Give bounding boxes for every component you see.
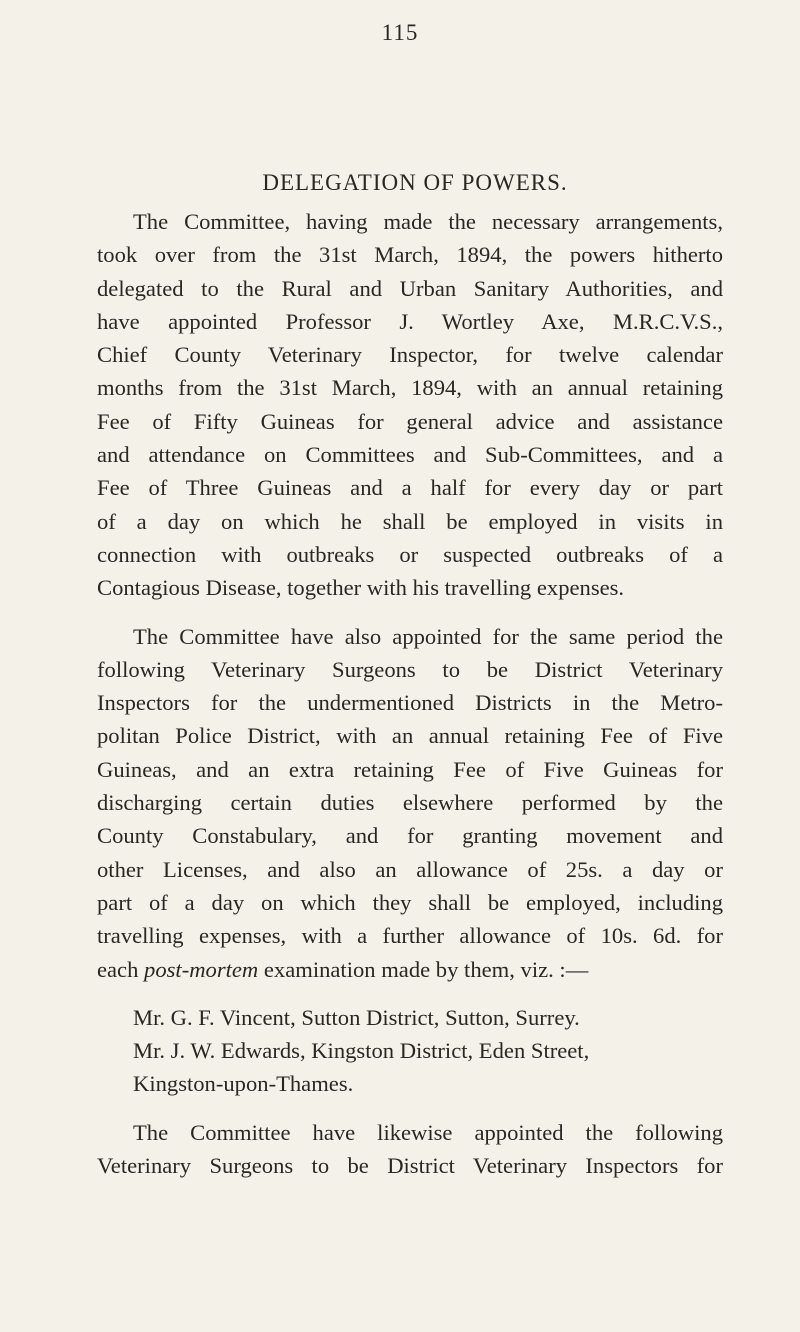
text-line: Mr. J. W. Edwards, Kingston District, Eden Street, [133,1038,590,1064]
text-line: delegated to the Rural and Urban Sanitary Authorities, and [97,275,723,301]
text-line: County Constabulary, and for granting movement and [97,823,723,849]
text-line: of a day on which he shall be employed in visits in [97,508,723,534]
text-line: took over from the 31st March, 1894, the powers hitherto [97,242,723,268]
appointment-entry [97,1001,723,1034]
text-line: Veterinary Surgeons to be District Veterinary Inspectors for [97,1153,723,1179]
text-line: connection with outbreaks or suspected outbreaks of a [97,541,723,567]
text-line: Fee of Fifty Guineas for general advice and assistance [97,408,723,434]
spacer [97,1101,723,1116]
text-line: Kingston-upon-Thames. [133,1071,354,1097]
text-fragment: each [97,956,145,982]
text-line: other Licenses, and also an allowance of 25s. a day or [97,856,723,882]
page-number: 115 [381,20,419,45]
section-heading: DELEGATION OF POWERS. [262,170,568,195]
paragraph-further-appointments [97,1116,723,1183]
text-line: Mr. G. F. Vincent, Sutton District, Sutton, Surrey. [133,1004,580,1030]
text-line: Chief County Veterinary Inspector, for twelve calendar [97,342,723,368]
text-line: discharging certain duties elsewhere performed by the [97,790,723,816]
text-line: The Committee have also appointed for the same period the [133,623,723,649]
text-line: Guineas, and an extra retaining Fee of Five Guineas for [97,756,723,782]
text-line: have appointed Professor J. Wortley Axe, M.R.C.V.S., [97,308,723,334]
text-line: months from the 31st March, 1894, with an annual retaining [97,375,723,401]
text-line: Inspectors for the undermentioned Districts in the Metro- [97,690,723,716]
paragraph-committee-arrangements [97,205,723,605]
text-line: The Committee, having made the necessary arrangements, [133,209,723,234]
text-line: part of a day on which they shall be employed, including [97,889,723,915]
text-line: Fee of Three Guineas and a half for every day or part [97,475,723,501]
text-line: Contagious Disease, together with his travelling expenses. [97,575,625,601]
italic-term: post-mortem [144,956,259,982]
paragraph-district-inspectors [97,620,723,986]
text-line: travelling expenses, with a further allowance of 10s. 6d. for [97,923,723,949]
appointment-entry [97,1034,723,1101]
body-text [97,205,723,1197]
text-fragment: examination made by them, viz. :— [258,956,589,982]
text-line: politan Police District, with an annual retaining Fee of Five [97,723,723,749]
text-line: and attendance on Committees and Sub-Committees, and a [97,442,723,468]
text-line [97,953,723,986]
text-line: following Veterinary Surgeons to be District Veterinary [97,656,723,682]
text-line: The Committee have likewise appointed the following [133,1119,723,1145]
